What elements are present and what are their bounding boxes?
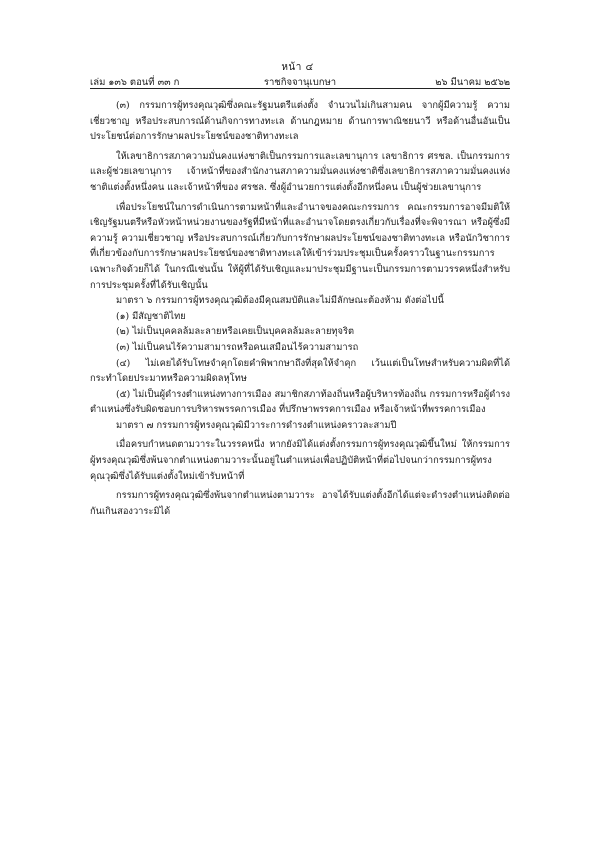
paragraph-invited-members: เพื่อประโยชน์ในการดำเนินการตามหน้าที่และอำนาจของคณะกรรมการ คณะกรรมการอาจมีมติให้เชิญรัฐมนตรีหรือหัวหน้าหน่วยงานของรัฐที่มีหน้าที่และอำนาจโดยตรงเกี่ยวกับเรื่องที่จะพิจารณา หรือผู้ซึ่งมีความรู้ ความเชี่ยวชาญ หรือประสบการณ์เกี่ยวกับการรักษาผลประโยชน์ของชาติทางทะเล หรือนักวิชาการที่เกี่ยวข้องกับการรักษาผลประโยชน์ของชาติทางทะเลให้เข้าร่วมประชุมเป็นครั้งคราวในฐานะกรรมการเฉพาะกิจด้วยก็ได้ ในกรณีเช่นนั้น ให้ผู้ที่ได้รับเชิญและมาประชุมมีฐานะเป็นกรรมการตามวรรคหนึ่งสำหรับการประชุมครั้งที่ได้รับเชิญนั้น: [90, 201, 510, 291]
page-number: หน้า ๔: [281, 62, 314, 73]
volume-issue: เล่ม ๑๓๖ ตอนที่ ๓๓ ก: [90, 77, 180, 88]
section-6-heading: มาตรา ๖ กรรมการผู้ทรงคุณวุฒิต้องมีคุณสมบัติและไม่มีลักษณะต้องห้าม ดังต่อไปนี้: [116, 295, 444, 307]
paragraph-reappointment: กรรมการผู้ทรงคุณวุฒิซึ่งพ้นจากตำแหน่งตามวาระ อาจได้รับแต่งตั้งอีกได้แต่จะดำรงตำแหน่งติดต่อกันเกินสองวาระมิได้: [90, 490, 510, 517]
qualification-3: (๓) ไม่เป็นคนไร้ความสามารถหรือคนเสมือนไร้ความสามารถ: [116, 341, 359, 353]
qualification-1: (๑) มีสัญชาติไทย: [116, 310, 186, 322]
qualification-2: (๒) ไม่เป็นบุคคลล้มละลายหรือเคยเป็นบุคคลล้มละลายทุจริต: [116, 326, 355, 338]
gazette-header: [90, 75, 510, 88]
publication-date: ๒๖ มีนาคม ๒๕๖๒: [435, 77, 510, 88]
section-7-heading: มาตรา ๗ กรรมการผู้ทรงคุณวุฒิมีวาระการดำรงตำแหน่งคราวละสามปี: [116, 419, 397, 431]
paragraph-clause-3: (๓) กรรมการผู้ทรงคุณวุฒิซึ่งคณะรัฐมนตรีแต่งตั้ง จำนวนไม่เกินสามคน จากผู้มีความรู้ ความเชี่ยวชาญ หรือประสบการณ์ด้านกิจการทางทะเล ด้านกฎหมาย ด้านการพาณิชยนาวี หรือด้านอื่นอันเป็นประโยชน์ต่อการรักษาผลประโยชน์ของชาติทางทะเล: [90, 100, 510, 143]
qualification-5: (๕) ไม่เป็นผู้ดำรงตำแหน่งทางการเมือง สมาชิกสภาท้องถิ่นหรือผู้บริหารท้องถิ่น กรรมการหรือผู้ดำรงตำแหน่งซึ่งรับผิดชอบการบริหารพรรคการเมือง ที่ปรึกษาพรรคการเมือง หรือเจ้าหน้าที่พรรคการเมือง: [90, 388, 510, 416]
document-body: [90, 98, 510, 519]
qualification-4: (๔) ไม่เคยได้รับโทษจำคุกโดยคำพิพากษาถึงที่สุดให้จำคุก เว้นแต่เป็นโทษสำหรับความผิดที่ได้กระทำโดยประมาทหรือความผิดลหุโทษ: [90, 357, 510, 385]
gazette-name: ราชกิจจานุเบกษา: [263, 77, 337, 88]
paragraph-secretary: ให้เลขาธิการสภาความมั่นคงแห่งชาติเป็นกรรมการและเลขานุการ เลขาธิการ ศรชล. เป็นกรรมการและผู้ช่วยเลขานุการ เจ้าหน้าที่ของสำนักงานสภาความมั่นคงแห่งชาติซึ่งเลขาธิการสภาความมั่นคงแห่งชาติแต่งตั้งหนึ่งคน และเจ้าหน้าที่ของ ศรชล. ซึ่งผู้อำนวยการแต่งตั้งอีกหนึ่งคน เป็นผู้ช่วยเลขานุการ: [90, 150, 510, 193]
paragraph-term-continuation: เมื่อครบกำหนดตามวาระในวรรคหนึ่ง หากยังมิได้แต่งตั้งกรรมการผู้ทรงคุณวุฒิขึ้นใหม่ ให้กรรมการผู้ทรงคุณวุฒิซึ่งพ้นจากตำแหน่งตามวาระนั้นอยู่ในตำแหน่งเพื่อปฏิบัติหน้าที่ต่อไปจนกว่ากรรมการผู้ทรงคุณวุฒิซึ่งได้รับแต่งตั้งใหม่เข้ารับหน้าที่: [90, 439, 510, 482]
header-rule: [90, 88, 510, 89]
